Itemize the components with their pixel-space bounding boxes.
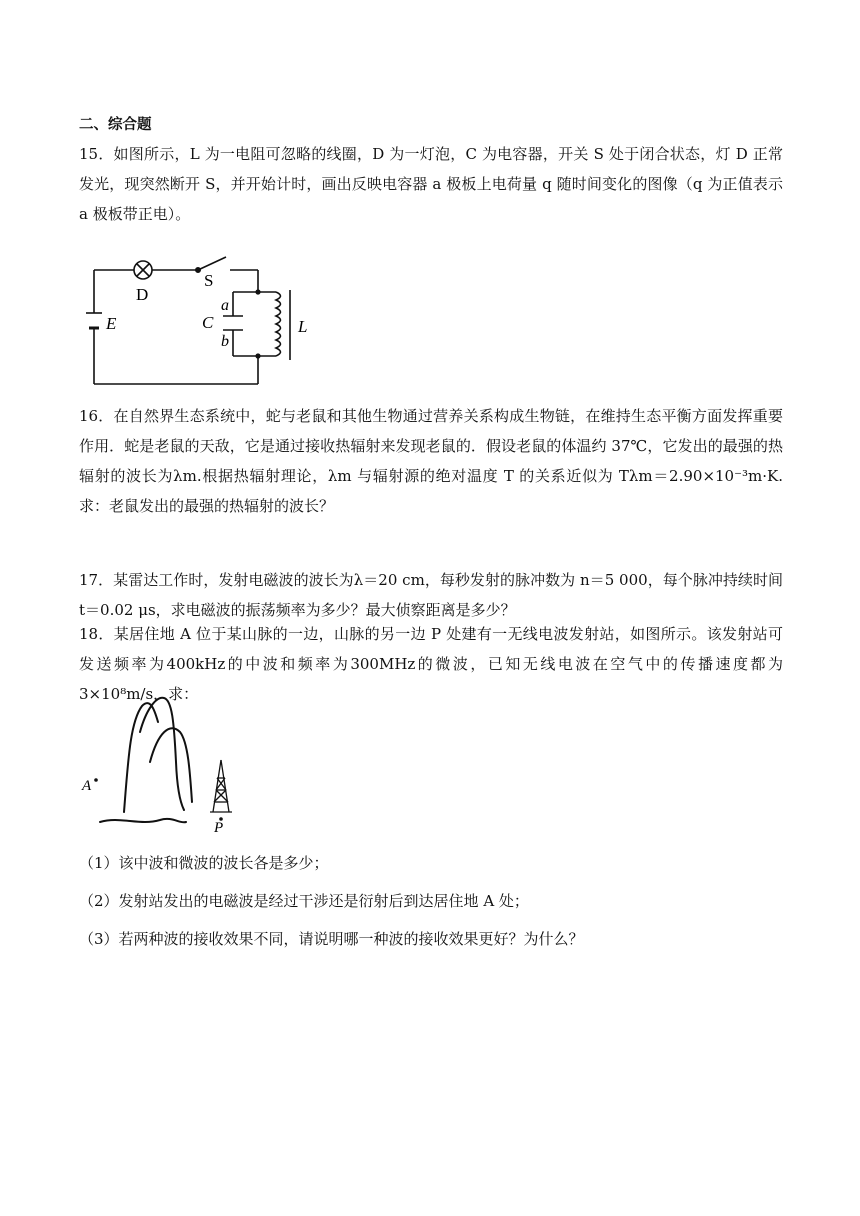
home-a-label: A <box>82 778 92 794</box>
question-16-text: 16．在自然界生态系统中，蛇与老鼠和其他生物通过营养关系构成生物链，在维持生态平衡方面发挥重要作用．蛇是老鼠的天敌，它是通过接收热辐射来发现老鼠的．假设老鼠的体温约 37℃，它发出的最强的热辐射的波长为λm.根据热辐射理论，λm 与辐射源的绝对温度 T 的关系近似为 Tλm＝2.90×10⁻³m·K.求：老鼠发出的最强的热辐射的波长？ <box>79 407 783 515</box>
question-18-part-2: （2）发射站发出的电磁波是经过干涉还是衍射后到达居住地 A 处； <box>79 892 529 910</box>
switch-label: S <box>204 271 214 290</box>
question-18-text: 18．某居住地 A 位于某山脉的一边，山脉的另一边 P 处建有一无线电波发射站，如图所示。该发射站可发送频率为400kHz的中波和频率为300MHz的微波，已知无线电波在空气中的传播速度都为3×10⁸m/s，求： <box>79 625 783 703</box>
lamp-label: D <box>136 285 149 304</box>
section-heading: 二、综合题 <box>79 117 152 133</box>
plate-b-label: b <box>221 333 229 350</box>
question-18-part-1: （1）该中波和微波的波长各是多少； <box>79 854 329 872</box>
capacitor-label: C <box>202 313 214 332</box>
mountain-transmitter-diagram <box>80 692 250 832</box>
question-18-part-3: （3）若两种波的接收效果不同，请说明哪一种波的接收效果更好？为什么？ <box>79 930 584 948</box>
circuit-diagram <box>86 250 326 390</box>
station-p-label: P <box>214 820 224 832</box>
plate-a-label: a <box>221 297 229 314</box>
inductor-label: L <box>298 317 308 336</box>
question-17-text: 17．某雷达工作时，发射电磁波的波长为λ＝20 cm，每秒发射的脉冲数为 n＝5 000，每个脉冲持续时间 t＝0.02 μs，求电磁波的振荡频率为多少？最大侦察距离是多少？ <box>79 571 783 619</box>
question-15-text: 15．如图所示，L 为一电阻可忽略的线圈，D 为一灯泡，C 为电容器，开关 S 处于闭合状态，灯 D 正常发光，现突然断开 S，并开始计时，画出反映电容器 a 极板上电荷量 q 随时间变化的图像（q 为正值表示 a 极板带正电）。 <box>79 145 783 223</box>
battery-label: E <box>106 314 117 333</box>
